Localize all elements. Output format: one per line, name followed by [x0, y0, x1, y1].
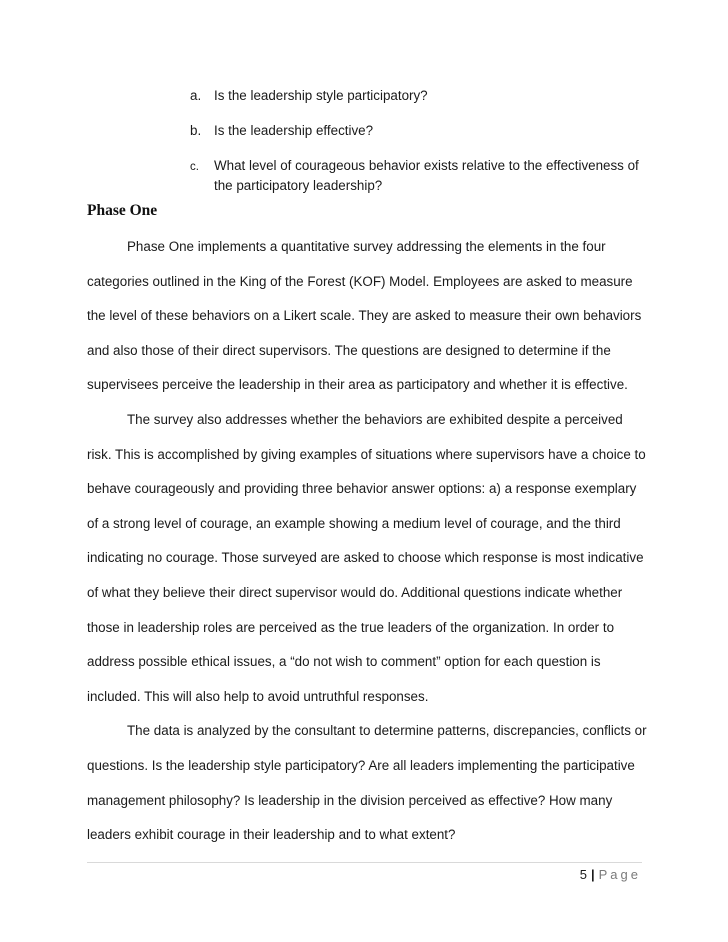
footer-separator: | — [590, 867, 595, 882]
section-heading: Phase One — [87, 202, 158, 219]
section-body — [87, 230, 647, 853]
question-text: Is the leadership style participatory? — [214, 88, 428, 103]
paragraph: The survey also addresses whether the behaviors are exhibited despite a perceived risk. This is accomplished by giving examples of situations where supervisors have a choice to behave courageously and providing three behavior answer options: a) a response exemplary of a strong level of courage, an example showing a medium level of courage, and the third indicating no courage. Those surveyed are asked to choose which response is most indicative of what they believe their direct supervisor would do. Additional questions indicate whether those in leadership roles are perceived as the true leaders of the organization. In order to address possible ethical issues, a “do not wish to comment” option for each question is included. This will also help to avoid untruthful responses. — [87, 411, 646, 704]
question-list-item — [190, 86, 650, 106]
footer-divider — [87, 862, 642, 863]
list-marker: c. — [190, 161, 199, 173]
question-text: Is the leadership effective? — [214, 123, 374, 138]
question-list-item — [190, 156, 650, 196]
paragraph: The data is analyzed by the consultant to determine patterns, discrepancies, conflicts or questions. Is the leadership style participatory? Are all leaders implementing the participative management philosophy? Is leadership in the division perceived as effective? How many leaders exhibit courage in their leadership and to what extent? — [87, 723, 647, 843]
page-number: 5 — [579, 867, 587, 882]
question-text: What level of courageous behavior exists relative to the effectiveness of the participatory leadership? — [214, 158, 639, 193]
list-marker: b. — [190, 123, 202, 138]
question-list-item — [190, 121, 650, 141]
page-footer — [580, 866, 641, 884]
page-label: Page — [598, 867, 641, 882]
paragraph: Phase One implements a quantitative survey addressing the elements in the four categories outlined in the King of the Forest (KOF) Model. Employees are asked to measure the level of these behaviors on a Likert scale. They are asked to measure their own behaviors and also those of their direct supervisors. The questions are designed to determine if the supervisees perceive the leadership in their area as participatory and whether it is effective. — [87, 239, 642, 393]
list-marker: a. — [190, 88, 202, 103]
